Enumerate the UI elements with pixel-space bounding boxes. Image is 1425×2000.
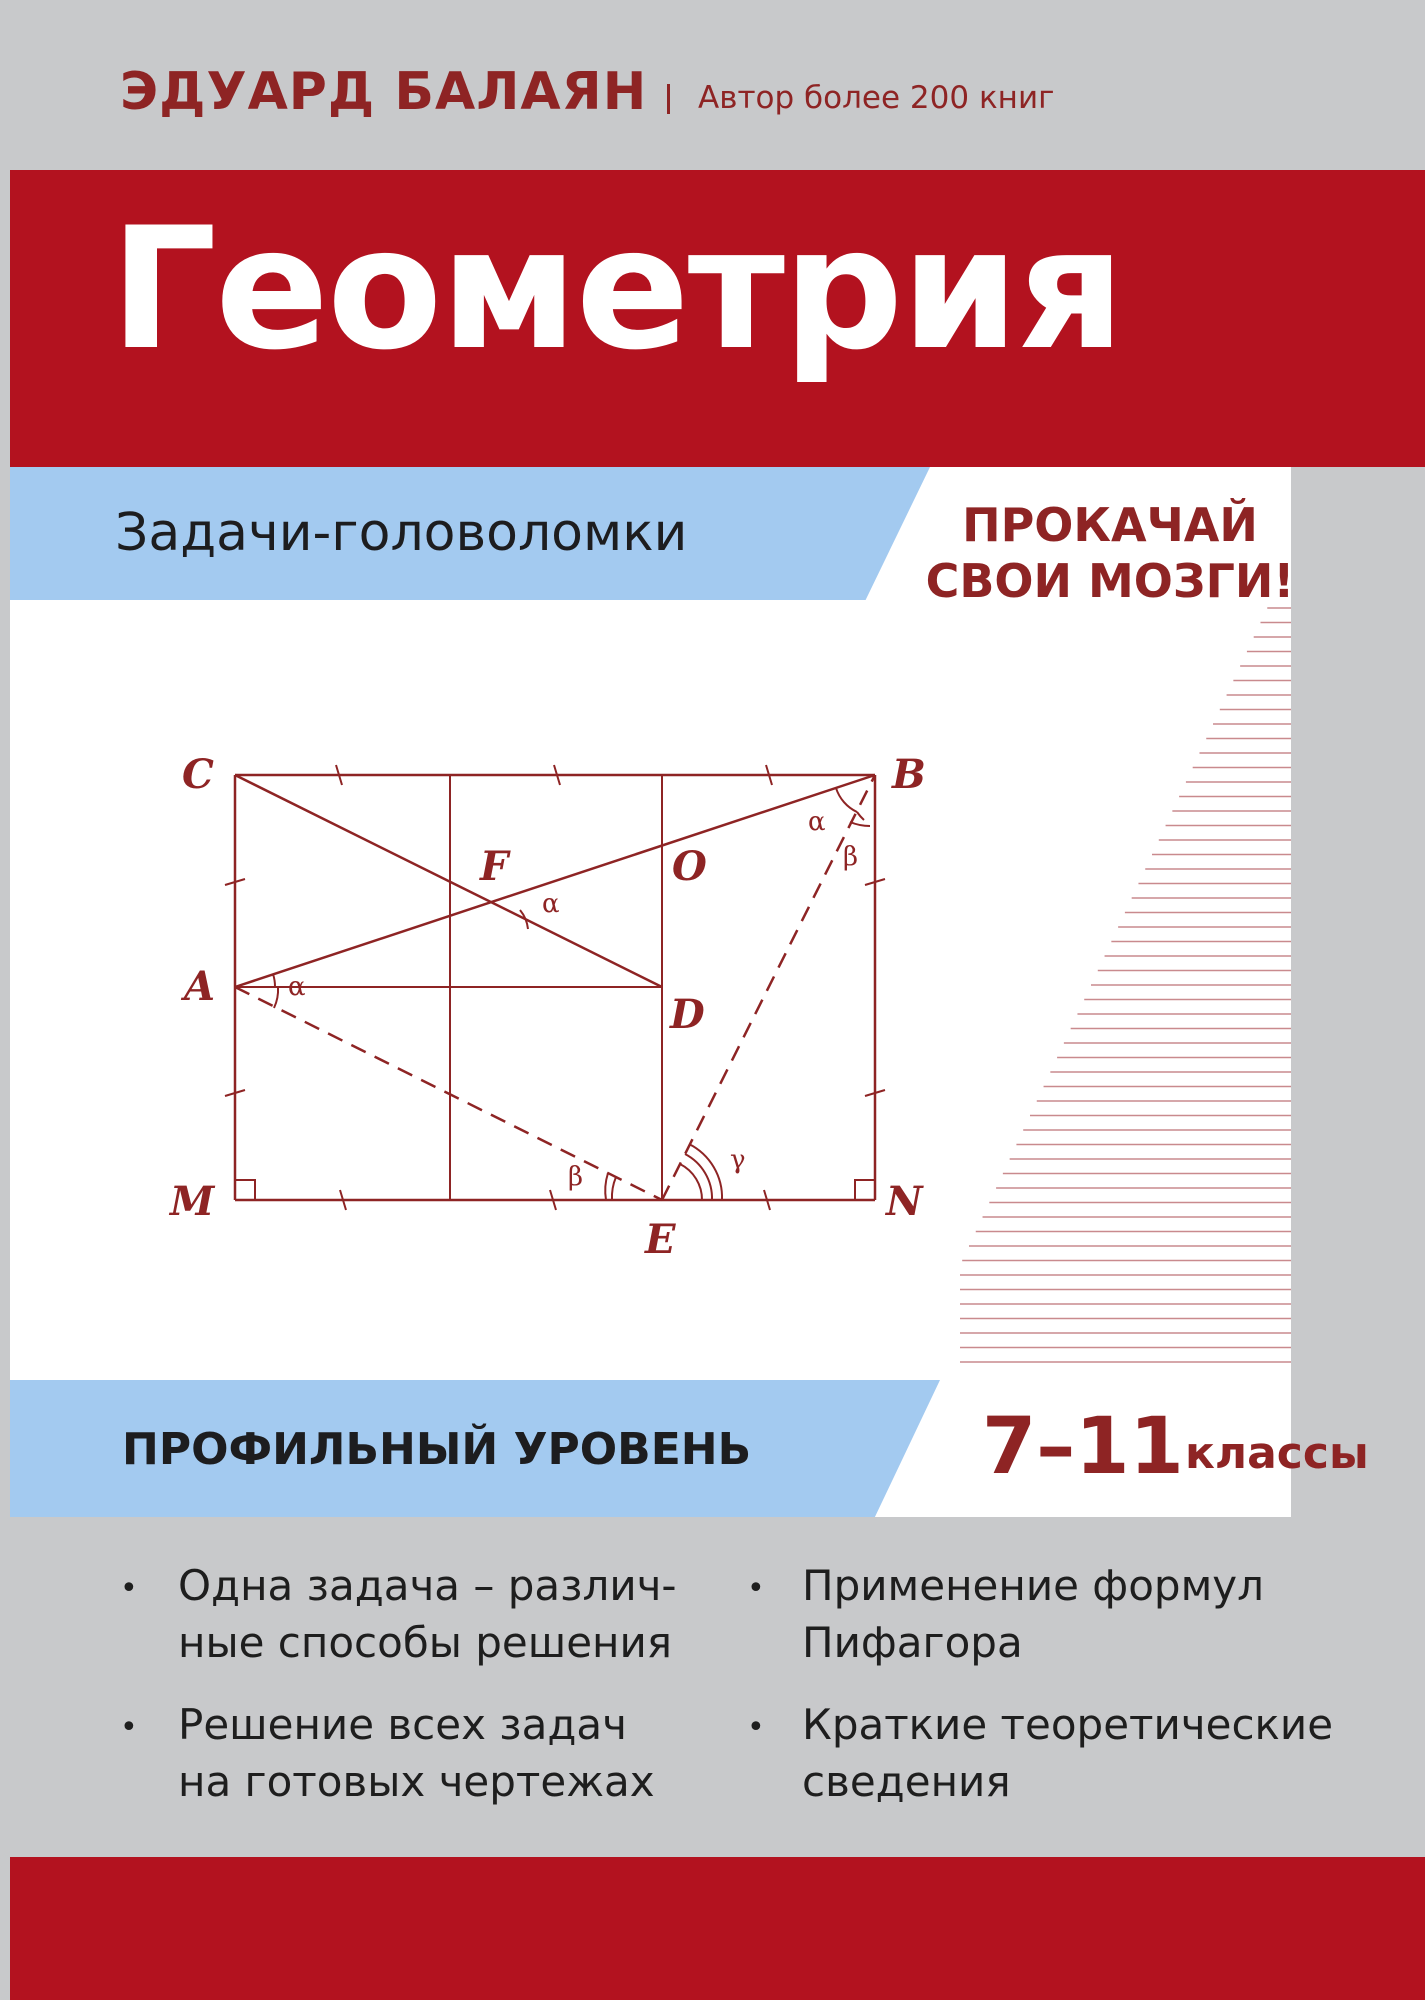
segment-AB [235, 775, 875, 987]
slogan [900, 497, 1320, 609]
angle-label-B-beta: β [843, 842, 859, 872]
book-title: Геометрия [110, 191, 1123, 387]
feature-text-line: Краткие теоретические [802, 1700, 1334, 1749]
level-label: ПРОФИЛЬНЫЙ УРОВЕНЬ [122, 1424, 752, 1475]
grades-range: 7–11 [982, 1402, 1184, 1492]
point-label-C: C [182, 751, 214, 798]
point-label-D: D [670, 991, 705, 1038]
point-label-F: F [480, 843, 509, 890]
grades-word: классы [1185, 1428, 1369, 1479]
author-separator [667, 84, 670, 114]
feature-item [802, 1696, 1333, 1810]
angle-label-F: α [542, 889, 560, 919]
author-bar [0, 0, 1425, 170]
feature-text-line: ные способы решения [178, 1618, 673, 1667]
feature-text-line: Пифагора [802, 1618, 1023, 1667]
geometry-figure [140, 730, 960, 1270]
angle-label-A: α [288, 972, 306, 1002]
angle-arc-E-beta2 [612, 1177, 616, 1200]
feature-text-line: Решение всех задач [178, 1700, 627, 1749]
point-label-O: O [672, 843, 707, 890]
author-tagline: Автор более 200 книг [698, 80, 1055, 116]
right-angle-M [235, 1180, 255, 1200]
angle-arc-B-beta2 [850, 822, 870, 826]
point-label-N: N [886, 1178, 923, 1225]
angle-arc-E-gamma2 [685, 1154, 712, 1200]
bottom-band [10, 1857, 1425, 2000]
slogan-line-2: СВОИ МОЗГИ! [925, 554, 1295, 608]
angle-label-E-gamma: γ [730, 1145, 746, 1175]
segment-AE [235, 987, 662, 1200]
feature-text-line: Применение формул [802, 1561, 1264, 1610]
feature-text-line: на готовых чертежах [178, 1757, 655, 1806]
angle-arc-A2 [274, 987, 278, 1008]
point-label-E: E [645, 1216, 676, 1263]
feature-item [178, 1696, 655, 1810]
segment-CD [235, 775, 662, 987]
feature-bullet: • [120, 1710, 138, 1745]
point-label-M: M [170, 1178, 215, 1225]
feature-item [802, 1557, 1264, 1671]
angle-arc-B-beta [857, 812, 864, 820]
author-name: ЭДУАРД БАЛАЯН [120, 62, 648, 122]
point-label-B: B [892, 751, 926, 798]
segment-EB [662, 775, 875, 1200]
slogan-line-1: ПРОКАЧАЙ [962, 498, 1258, 552]
feature-bullet: • [120, 1571, 138, 1606]
book-subtitle: Задачи-головоломки [115, 503, 688, 563]
angle-arc-B-alpha [836, 788, 857, 812]
feature-item [178, 1557, 677, 1671]
angle-arc-E-beta [605, 1173, 608, 1200]
point-label-A: A [184, 963, 216, 1010]
lined-paper-decoration [960, 600, 1291, 1370]
feature-bullet: • [747, 1571, 765, 1606]
angle-label-E-beta: β [568, 1162, 584, 1192]
right-angle-N [855, 1180, 875, 1200]
feature-text-line: Одна задача – различ- [178, 1561, 677, 1610]
feature-bullet: • [747, 1710, 765, 1745]
angle-arc-E-gamma [680, 1164, 702, 1200]
angle-arc-A [273, 974, 275, 987]
feature-text-line: сведения [802, 1757, 1011, 1806]
angle-label-B-alpha: α [808, 807, 826, 837]
